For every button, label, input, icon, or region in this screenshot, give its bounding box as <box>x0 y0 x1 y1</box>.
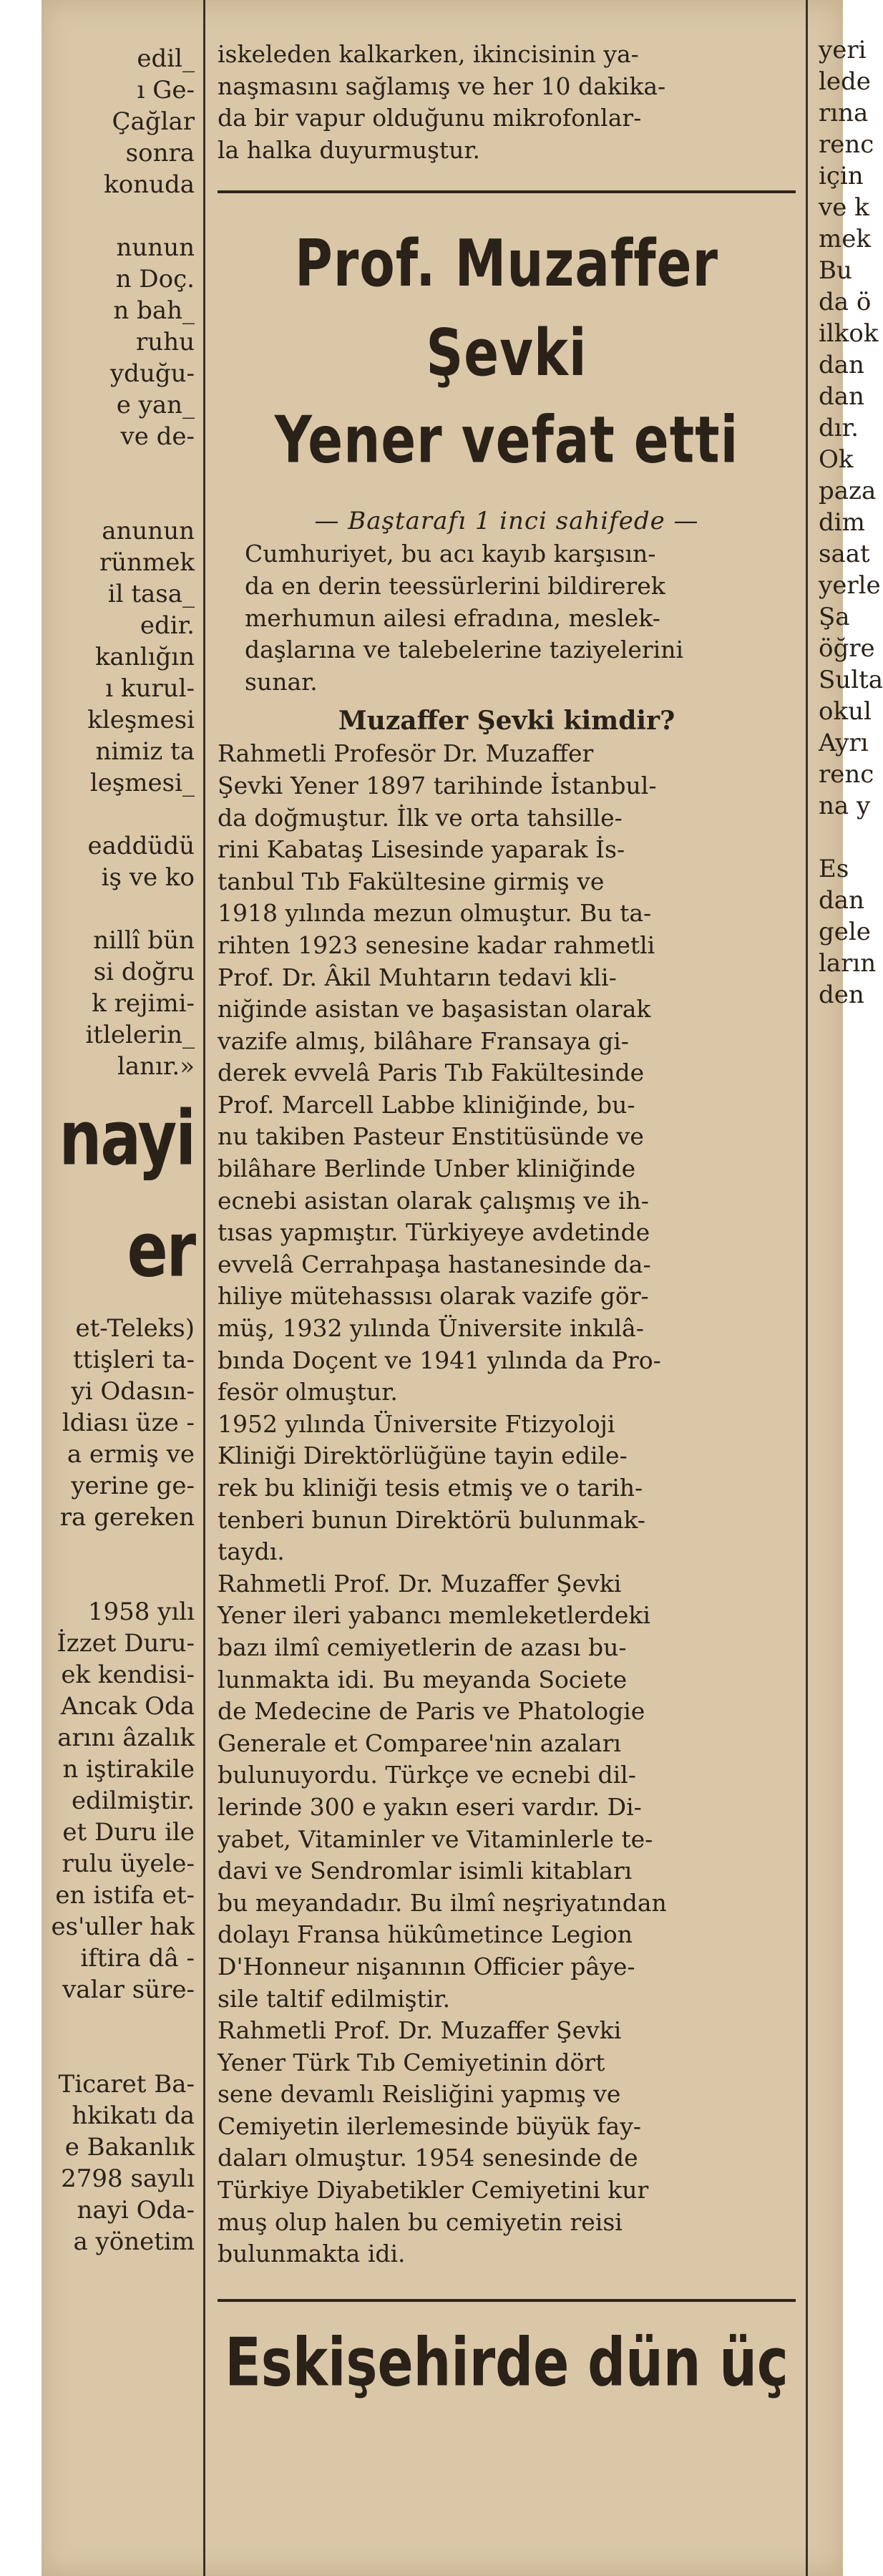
text-line: nu takiben Pasteur Enstitüsünde ve <box>218 1122 644 1151</box>
text-line: 1918 yılında mezun olmuştur. Bu ta- <box>218 899 652 928</box>
right-column-line: Şa <box>819 603 850 631</box>
text-line: taydı. <box>218 1537 285 1566</box>
right-column-line: renc <box>819 760 874 789</box>
text-line: bazı ilmî cemiyetlerin de azası bu- <box>218 1633 627 1661</box>
left-column-line: n iştirakile <box>62 1755 195 1784</box>
right-column-line: yerle <box>819 571 881 600</box>
text-line: müş, 1932 yılında Üniversite inkılâ- <box>218 1314 644 1343</box>
text-line: daşlarına ve talebelerine taziyelerini <box>245 636 683 664</box>
text-line: de Medecine de Paris ve Phatologie <box>218 1697 645 1726</box>
text-line: merhumun ailesi efradına, meslek- <box>245 603 660 632</box>
left-column-line: rünmek <box>99 548 195 577</box>
left-column-line: si doğru <box>93 958 195 986</box>
text-line: lunmakta idi. Bu meyanda Societe <box>218 1665 628 1693</box>
left-column <box>42 0 200 2257</box>
subheading: Muzaffer Şevki kimdir? <box>338 706 675 737</box>
left-column-line: valar süre- <box>62 1975 195 2004</box>
text-line: sene devamlı Reisliğini yapmış ve <box>218 2080 621 2109</box>
left-column-text-top <box>42 0 200 1082</box>
column-divider-left <box>203 0 205 2576</box>
paragraph-societies <box>210 1568 803 2015</box>
left-column-line: iftira dâ - <box>80 1944 195 1973</box>
right-column-line: ve k <box>819 193 869 222</box>
left-column-line <box>42 893 195 925</box>
right-column-line: saat <box>819 540 870 568</box>
left-column-line: lanır.» <box>117 1052 195 1081</box>
left-column-line: 2798 sayılı <box>61 2164 195 2193</box>
left-column-line: es'uller hak <box>51 1912 195 1941</box>
text-line: rini Kabataş Lisesinde yaparak İs- <box>218 835 625 864</box>
text-line: Yener ileri yabancı memleketlerdeki <box>218 1601 650 1630</box>
text-line: bulunuyordu. Türkçe ve ecnebi dil- <box>218 1761 636 1789</box>
left-column-line: ı kurul- <box>105 674 195 703</box>
left-column-line: arını âzalık <box>57 1724 195 1752</box>
text-line: da bir vapur olduğunu mikrofonlar- <box>218 104 642 132</box>
left-column-line: yduğu- <box>109 359 195 388</box>
right-column-line: mek <box>819 225 871 253</box>
left-column-line: rulu üyele- <box>62 1850 195 1878</box>
text-line: daları olmuştur. 1954 senesinde de <box>218 2144 638 2172</box>
left-column-line: edilmiştir. <box>71 1787 195 1815</box>
text-line: bında Doçent ve 1941 yılında da Pro- <box>218 1346 661 1374</box>
left-column-line <box>42 2037 195 2069</box>
left-column-line: iş ve ko <box>101 863 195 892</box>
left-column-line: et-Teleks) <box>75 1314 195 1343</box>
left-column-line: e Bakanlık <box>64 2133 195 2162</box>
right-column <box>813 0 883 1011</box>
text-line: Türkiye Diyabetikler Cemiyetini kur <box>218 2176 649 2205</box>
left-column-text-bottom <box>42 1284 200 2257</box>
left-column-line: a ermiş ve <box>67 1440 195 1469</box>
left-column-line: Ticaret Ba- <box>58 2070 195 2099</box>
right-column-line: paza <box>819 477 877 505</box>
left-column-line: anunun <box>102 517 195 545</box>
right-column-line: yeri <box>819 36 867 64</box>
text-line: bulunmakta idi. <box>218 2240 406 2268</box>
left-column-line: n bah_ <box>113 296 195 325</box>
text-line: da doğmuştur. İlk ve orta tahsille- <box>218 803 623 832</box>
text-line: dolayı Fransa hükûmetince Legion <box>218 1920 633 1949</box>
right-column-line: rına <box>819 99 869 127</box>
left-column-line: sonra <box>125 139 195 167</box>
left-column-line <box>42 200 195 232</box>
text-line: yabet, Vitaminler ve Vitaminlerle te- <box>218 1824 653 1853</box>
left-column-line <box>42 1565 195 1596</box>
article-divider-bottom <box>218 2299 796 2302</box>
right-column-line <box>819 822 856 853</box>
right-column-line: gele <box>819 918 871 946</box>
right-column-line: na y <box>819 792 871 820</box>
left-column-line: kanlığın <box>94 643 195 671</box>
text-line: Yener Türk Tıb Cemiyetinin dört <box>218 2048 605 2076</box>
text-line: bilâhare Berlinde Unber kliniğinde <box>218 1155 636 1183</box>
left-column-line: edir. <box>140 611 195 640</box>
text-line: sile taltif edilmiştir. <box>218 1984 451 2013</box>
intro-paragraph <box>210 538 803 698</box>
left-column-line: nillî bün <box>93 926 195 955</box>
left-column-line <box>42 452 195 484</box>
text-line: niğinde asistan ve başasistan olarak <box>218 995 651 1024</box>
text-line: sunar. <box>245 667 318 696</box>
right-column-line: ilkok <box>819 319 879 348</box>
text-line: vazife almış, bilâhare Fransaya gi- <box>218 1026 629 1055</box>
right-column-line: renc <box>819 130 874 159</box>
continued-note: — Baştarafı 1 inci sahifede — <box>314 507 699 536</box>
left-column-line: a yönetim <box>73 2227 195 2256</box>
left-column-line: il tasa_ <box>107 580 195 608</box>
right-column-line: ların <box>819 949 877 978</box>
left-column-line: yi Odasın- <box>71 1377 195 1406</box>
text-line: Kliniği Direktörlüğüne tayin edile- <box>218 1442 628 1470</box>
left-column-heading-2: er <box>127 1205 195 1294</box>
top-paragraph <box>210 39 803 166</box>
left-column-line <box>42 1533 195 1565</box>
left-column-line <box>42 799 195 830</box>
left-column-line: nimiz ta <box>95 737 195 766</box>
left-column-line: n Doç. <box>115 265 195 293</box>
left-column-line: ttişleri ta- <box>73 1346 195 1374</box>
text-line: iskeleden kalkarken, ikincisinin ya- <box>218 40 639 68</box>
right-column-line: dır. <box>819 414 859 442</box>
left-column-line: eaddüdü <box>87 832 195 860</box>
text-line: Generale et Comparee'nin azaları <box>218 1729 621 1757</box>
text-line: davi ve Sendromlar isimli kitabları <box>218 1857 633 1885</box>
paragraph-clinic <box>210 1409 803 1568</box>
left-column-line: 1958 yılı <box>87 1598 195 1626</box>
paragraph-medical-society <box>210 2015 803 2270</box>
column-divider-right <box>806 0 808 2576</box>
text-line: lerinde 300 e yakın eseri vardır. Di- <box>218 1792 642 1821</box>
left-column-line: Ancak Oda <box>60 1692 195 1721</box>
left-column-line: ı Ge- <box>137 76 195 105</box>
left-column-line: ra gereken <box>59 1503 195 1532</box>
left-column-line: ldiası üze - <box>62 1409 195 1437</box>
text-line: tısas yapmıştır. Türkiyeye avdetinde <box>218 1218 650 1247</box>
left-column-line: et Duru ile <box>62 1818 195 1847</box>
paragraph-biography <box>210 738 803 1408</box>
left-column-line: yerine ge- <box>71 1472 195 1500</box>
right-column-line: Sulta <box>819 666 883 694</box>
left-column-line: ruhu <box>136 328 195 356</box>
text-line: da en derin teessürlerini bildirerek <box>245 571 665 600</box>
text-line: bu meyandadır. Bu ilmî neşriyatından <box>218 1888 667 1917</box>
right-column-text <box>813 0 883 1011</box>
text-line: Cumhuriyet, bu acı kayıb karşısın- <box>245 540 656 568</box>
left-column-line: k rejimi- <box>92 989 195 1018</box>
right-column-line: da ö <box>819 288 872 316</box>
left-column-heading-1: nayi <box>59 1094 195 1182</box>
text-line: rek bu kliniği tesis etmiş ve o tarih- <box>218 1474 643 1502</box>
left-column-line: edil_ <box>137 44 195 73</box>
right-column-line: lede <box>819 67 871 96</box>
text-line: Prof. Dr. Âkil Muhtarın tedavi kli- <box>218 963 617 991</box>
right-column-line: Es <box>819 855 849 883</box>
right-column-line: öğre <box>819 634 875 663</box>
left-column-line: nunun <box>116 233 195 262</box>
main-column <box>210 0 803 2401</box>
text-line: Cemiyetin ilerlemesinde büyük fay- <box>218 2111 642 2140</box>
left-column-line: nayi Oda- <box>77 2196 195 2225</box>
text-line: hiliye mütehassısı olarak vazife gör- <box>218 1282 649 1311</box>
right-column-line: Ayrı <box>819 729 869 757</box>
right-column-line: Ok <box>819 445 854 474</box>
left-column-line: ve de- <box>120 422 195 451</box>
text-line: rihten 1923 senesine kadar rahmetli <box>218 930 655 959</box>
article-divider-top <box>218 190 796 193</box>
text-line: Şevki Yener 1897 tarihinde İstanbul- <box>218 771 657 799</box>
left-column-line: İzzet Duru- <box>57 1629 195 1658</box>
text-line: tanbul Tıb Fakültesine girmiş ve <box>218 867 605 895</box>
right-column-line: dan <box>819 886 864 915</box>
left-column-line: kleşmesi <box>87 706 195 734</box>
text-line: Rahmetli Profesör Dr. Muzaffer <box>218 739 594 768</box>
left-column-line: Çağlar <box>112 107 195 136</box>
text-line: Rahmetli Prof. Dr. Muzaffer Şevki <box>218 2016 622 2045</box>
newspaper-clipping <box>42 0 883 2576</box>
right-column-line: den <box>819 981 864 1009</box>
text-line: evvelâ Cerrahpaşa hastanesinde da- <box>218 1250 651 1278</box>
text-line: tenberi bunun Direktörü bulunmak- <box>218 1505 646 1534</box>
right-column-line: Bu <box>819 256 852 285</box>
right-column-line: dan <box>819 382 864 411</box>
text-line: D'Honneur nişanının Officier pâye- <box>218 1952 635 1980</box>
text-line: naşmasını sağlamış ve her 10 dakika- <box>218 72 666 100</box>
headline-line-1: Prof. Muzaffer Şevki <box>295 225 718 391</box>
left-column-line: ek kendisi- <box>61 1661 195 1689</box>
text-line: muş olup halen bu cemiyetin reisi <box>218 2207 623 2236</box>
text-line: 1952 yılında Üniversite Ftizyoloji <box>218 1409 615 1438</box>
text-line: Prof. Marcell Labbe kliniğinde, bu- <box>218 1090 635 1119</box>
bottom-headline: Eskişehirde dün üç <box>225 2324 789 2401</box>
right-column-line: okul <box>819 697 872 726</box>
text-line: la halka duyurmuştur. <box>218 135 481 164</box>
right-column-line: için <box>819 162 864 190</box>
headline-line-2: Yener vefat etti <box>274 402 739 477</box>
left-column-line: leşmesi_ <box>89 769 195 797</box>
text-line: ecnebi asistan olarak çalışmış ve ih- <box>218 1186 649 1215</box>
text-line: Rahmetli Prof. Dr. Muzaffer Şevki <box>218 1569 622 1598</box>
left-column-line <box>42 484 195 515</box>
right-column-line: dim <box>819 508 865 537</box>
left-column-line: hkikatı da <box>72 2101 195 2130</box>
text-line: derek evvelâ Paris Tıb Fakültesinde <box>218 1059 645 1087</box>
left-column-line: e yan_ <box>116 391 195 419</box>
text-line: fesör olmuştur. <box>218 1378 398 1406</box>
left-column-line <box>42 2006 195 2037</box>
left-column-line: en istifa et- <box>55 1881 195 1910</box>
right-column-line: dan <box>819 351 864 379</box>
left-column-line: itlelerin_ <box>85 1021 195 1049</box>
left-column-line: konuda <box>104 170 195 199</box>
